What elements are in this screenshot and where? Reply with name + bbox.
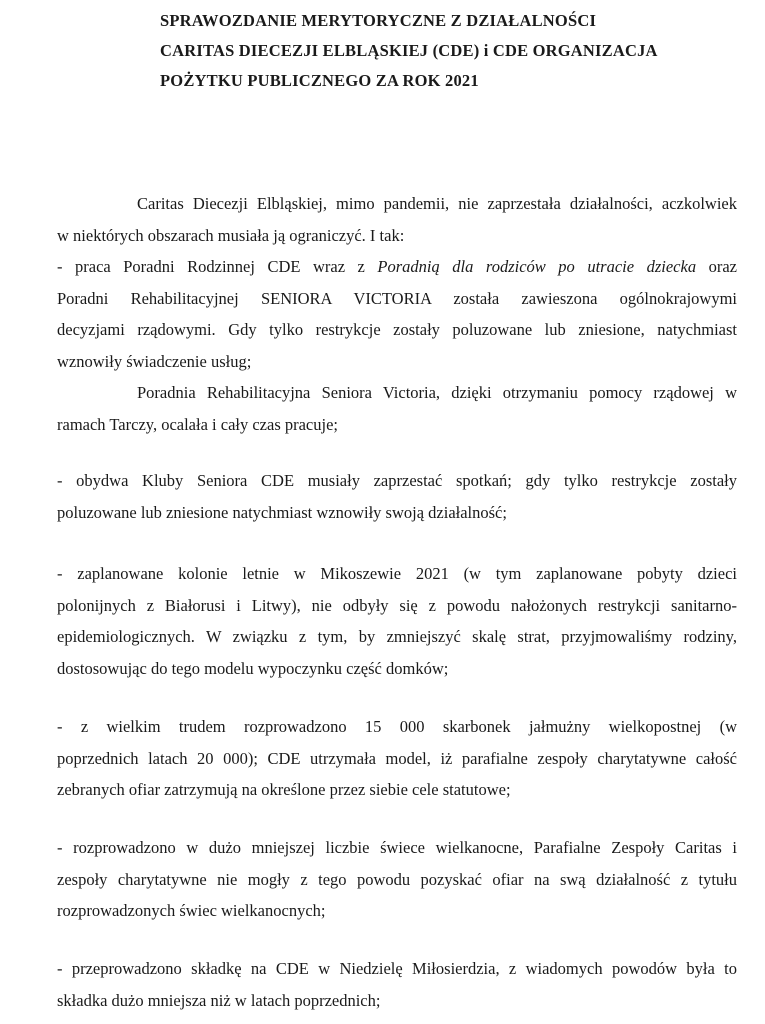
document-title	[160, 6, 740, 96]
paragraph-lent-boxes	[57, 711, 737, 806]
text-line: zespoły charytatywne nie mogły z tego powodu pozyskać ofiar na swą działalność z tytułu	[57, 869, 737, 889]
title-line-2: CARITAS DIECEZJI ELBLĄSKIEJ (CDE) i CDE ORGANIZACJA	[160, 41, 658, 60]
paragraph-senior-clubs	[57, 465, 737, 528]
text-line: poluzowane lub zniesione natychmiast wznowiły swoją działalność;	[57, 502, 507, 522]
text-segment: - praca Poradni Rodzinnej CDE wraz z	[57, 257, 378, 276]
text-line: Poradnia Rehabilitacyjna Seniora Victoria, dzięki otrzymaniu pomocy rządowej w	[137, 383, 737, 402]
title-line-3: POŻYTKU PUBLICZNEGO ZA ROK 2021	[160, 71, 479, 90]
text-line: składka dużo mniejsza niż w latach poprzednich;	[57, 990, 381, 1010]
italic-segment: Poradnią dla rodziców po utracie dziecka	[377, 257, 697, 276]
text-line: - z wielkim trudem rozprowadzono 15 000 skarbonek jałmużny wielkopostnej (w	[57, 717, 737, 736]
text-line: polonijnych z Białorusi i Litwy), nie odbyły się z powodu nałożonych restrykcji sanitarno-	[57, 595, 737, 615]
text-line: - rozprowadzono w dużo mniejszej liczbie świece wielkanocne, Parafialne Zespoły Caritas i	[57, 838, 737, 857]
title-line-1: SPRAWOZDANIE MERYTORYCZNE Z DZIAŁALNOŚCI	[160, 11, 597, 30]
text-line: zebranych ofiar zatrzymują na określone przez siebie cele statutowe;	[57, 780, 511, 799]
paragraph-intro	[57, 188, 737, 440]
text-segment: oraz	[696, 257, 737, 276]
text-line: dostosowując do tego modelu wypoczynku część domków;	[57, 658, 449, 678]
text-line: - zaplanowane kolonie letnie w Mikoszewie 2021 (w tym zaplanowane pobyty dzieci	[57, 564, 737, 583]
text-line: rozprowadzonych świec wielkanocnych;	[57, 901, 326, 920]
text-line: poprzednich latach 20 000); CDE utrzymała model, iż parafialne zespoły charytatywne całość	[57, 748, 737, 768]
text-line: decyzjami rządowymi. Gdy tylko restrykcje zostały poluzowane lub zniesione, natychmiast	[57, 320, 737, 339]
text-line: wznowiły świadczenie usług;	[57, 351, 252, 371]
text-line: Caritas Diecezji Elbląskiej, mimo pandemii, nie zaprzestała działalności, aczkolwiek	[137, 194, 737, 213]
text-line: - obydwa Kluby Seniora CDE musiały zaprzestać spotkań; gdy tylko restrykcje zostały	[57, 471, 737, 490]
text-line: Poradni Rehabilitacyjnej SENIORA VICTORIA została zawieszona ogólnokrajowymi	[57, 288, 737, 308]
text-line: ramach Tarczy, ocalała i cały czas pracuje;	[57, 414, 338, 434]
paragraph-easter-candles	[57, 832, 737, 927]
text-line: w niektórych obszarach musiała ją ograniczyć. I tak:	[57, 225, 405, 245]
paragraph-mercy-sunday	[57, 953, 737, 1016]
paragraph-summer-camps	[57, 558, 737, 684]
text-line: - przeprowadzono składkę na CDE w Niedzielę Miłosierdzia, z wiadomych powodów była to	[57, 959, 737, 978]
text-line	[57, 251, 737, 283]
text-line: epidemiologicznych. W związku z tym, by zmniejszyć skalę strat, przyjmowaliśmy rodziny,	[57, 627, 737, 646]
